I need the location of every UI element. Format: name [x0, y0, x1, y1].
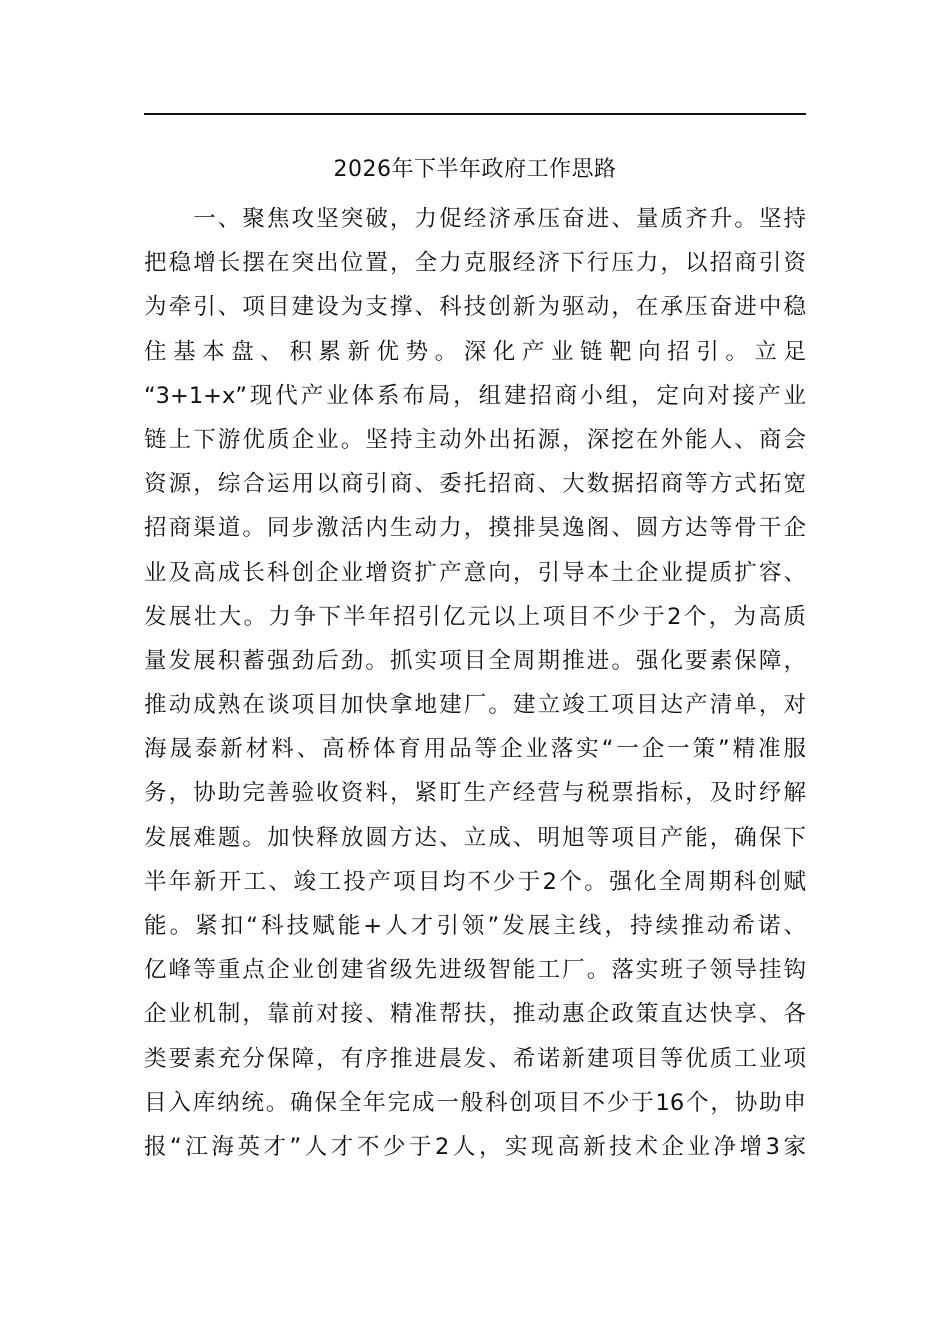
text-line: 招商渠道。同步激活内生动力，摸排昊逸阁、圆方达等骨干企: [144, 515, 806, 542]
text-line: 能。紧扣“科技赋能+人才引领”发展主线，持续推动希诺、: [144, 913, 806, 939]
text-line: 务，协助完善验收资料，紧盯生产经营与税票指标，及时纾解: [144, 780, 806, 807]
text-line: 企业机制，靠前对接、精准帮扶，推动惠企政策直达快享、各: [144, 1001, 806, 1028]
header-rule: [144, 113, 806, 115]
text-line: “3+1+x”现代产业体系布局，组建招商小组，定向对接产业: [144, 382, 806, 409]
text-line: 业及高成长科创企业增资扩产意向，引导本土企业提质扩容、: [144, 559, 806, 586]
text-line: 半年新开工、竣工投产项目均不少于2个。强化全周期科创赋: [144, 868, 806, 895]
text-line: 推动成熟在谈项目加快拿地建厂。建立竣工项目达产清单，对: [144, 692, 806, 719]
text-line: 量发展积蓄强劲后劲。抓实项目全周期推进。强化要素保障，: [144, 647, 806, 674]
text-line: 类要素充分保障，有序推进晨发、希诺新建项目等优质工业项: [144, 1045, 806, 1072]
text-line: 资源，综合运用以商引商、委托招商、大数据招商等方式拓宽: [144, 471, 806, 498]
text-line: 海晟泰新材料、高桥体育用品等企业落实“一企一策”精准服: [144, 736, 806, 763]
text-line: 亿峰等重点企业创建省级先进级智能工厂。落实班子领导挂钩: [144, 957, 806, 984]
text-line: 链上下游优质企业。坚持主动外出拓源，深挖在外能人、商会: [144, 426, 806, 453]
text-line: 把稳增长摆在突出位置，全力克服经济下行压力，以招商引资: [144, 250, 806, 277]
text-line: 住基本盘、积累新优势。深化产业链靶向招引。立足: [144, 338, 806, 365]
text-line: 一、聚焦攻坚突破，力促经济承压奋进、量质齐升。坚持: [144, 206, 806, 232]
text-line: 为牵引、项目建设为支撑、科技创新为驱动，在承压奋进中稳: [144, 294, 806, 321]
text-line: 目入库纳统。确保全年完成一般科创项目不少于16个，协助申: [144, 1089, 806, 1116]
text-line: 发展壮大。力争下半年招引亿元以上项目不少于2个，为高质: [144, 603, 806, 630]
text-line: 报“江海英才”人才不少于2人，实现高新技术企业净增3家: [144, 1133, 806, 1160]
document-title: 2026年下半年政府工作思路: [333, 157, 617, 182]
body-text: [144, 197, 806, 1169]
text-line: 发展难题。加快释放圆方达、立成、明旭等项目产能，确保下: [144, 824, 806, 851]
